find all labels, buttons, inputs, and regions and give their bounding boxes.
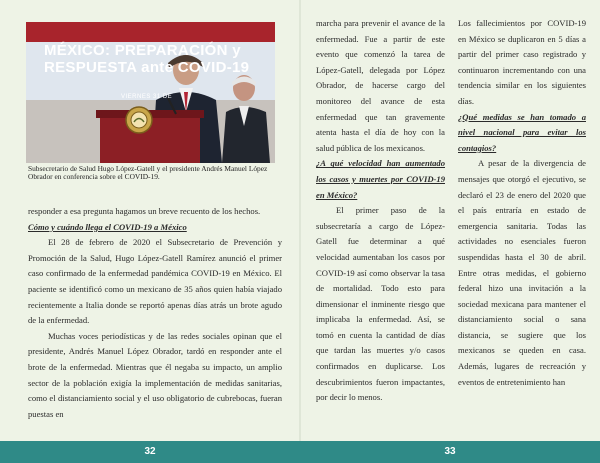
section-heading-speed: ¿A qué velocidad han aumentado los casos y muertes por COVID-19 en México? bbox=[316, 158, 445, 200]
paragraph-doubling-rate: El primer paso de la subsecretaría a cargo de López-Gatell fue determinar a qué velocidad aumentaban los casos por COVID-19 así como observar la tasa de mortalidad. Todo esto para dimensionar el inminente riesgo que implicaba la enfermedad. Así, se tomó en cuenta la cantidad de días que tardan las muertes y/o casos confirmados en duplicarse. Los descubrimientos fueron impactantes, por decir lo menos. bbox=[316, 205, 445, 403]
paragraph-emergency: A pesar de la divergencia de mensajes que otorgó el ejecutivo, se declaró el 23 de enero del 2020 que el país entraría en estado de emergencia sanitaria. Todas las actividades no esenciales fueron suspendidas hasta el 30 de abril. Entre otras medidas, el gobierno federal hizo una invitación a la sociedad mexicana para mantener el distanciamiento social o sana distancia, se sugiere que los mexicanos se queden en casa. Además, lugares de recreación y eventos de entretenimiento han bbox=[458, 158, 586, 387]
right-page bbox=[300, 0, 600, 441]
intro-paragraph: responder a esa pregunta hagamos un breve recuento de los hechos. bbox=[28, 206, 261, 216]
page-number-left: 32 bbox=[144, 446, 156, 457]
banner-text: MÉXICO: PREPARACIÓN y RESPUESTA ante COVID-19 bbox=[44, 42, 250, 76]
paragraph-president-response: Muchas voces periodísticas y de las redes sociales opinan que el presidente, Andrés Manuel López Obrador, tardó en responder ante el brote de la enfermedad. Mientras que él negaba su impacto, un amplio sector de la población exigía la implementación de medidas sanitarias, como el distanciamiento social y el uso obligatorio de cubrebocas, fueran puestas en bbox=[28, 330, 282, 419]
national-seal-icon bbox=[124, 105, 154, 135]
paragraph-monitoring: marcha para prevenir el avance de la enfermedad. Fue a partir de este evento que comenzó la tarea de López-Gatell, delegada por López Obrador, de hacerse cargo del monitoreo del avance de esta enfermedad que tan gravemente atenta hasta el día de hoy con la salud pública de los mexicanos. bbox=[316, 18, 445, 153]
footer-right bbox=[300, 441, 600, 463]
left-body-text bbox=[28, 204, 282, 422]
section-heading-arrival: Cómo y cuándo llega el COVID-19 a México bbox=[28, 221, 187, 232]
photo-caption: Subsecretario de Salud Hugo López-Gatell y el presidente Andrés Manuel López Obrador en conferencia sobre el COVID-19. bbox=[28, 164, 268, 182]
conference-photo bbox=[26, 22, 275, 163]
section-heading-measures: ¿Qué medidas se han tomado a nivel nacional para evitar los contagios? bbox=[458, 111, 586, 153]
right-column-1 bbox=[316, 16, 445, 406]
paragraph-fatalities: Los fallecimientos por COVID-19 en México se duplicaron en 5 días a partir del primer caso registrado y continuaron incrementando con una tendencia similar en los siguientes días. bbox=[458, 18, 586, 106]
right-column-2 bbox=[458, 16, 586, 390]
paragraph-first-case: El 28 de febrero de 2020 el Subsecretario de Prevención y Promoción de la Salud, Hugo López-Gatell Ramírez anunció el primer caso confirmado de la enfermedad pandémica COVID-19 en México. El paciente se identificó como un mexicano de 35 años quien había viajado recientemente a Italia donde se reportó apenas días atrás un brote agudo de la enfermedad. bbox=[28, 237, 282, 326]
left-page bbox=[0, 0, 300, 441]
footer-left bbox=[0, 441, 300, 463]
page-number-right: 33 bbox=[444, 446, 456, 457]
banner-date: VIERNES 31 DE bbox=[121, 94, 173, 100]
